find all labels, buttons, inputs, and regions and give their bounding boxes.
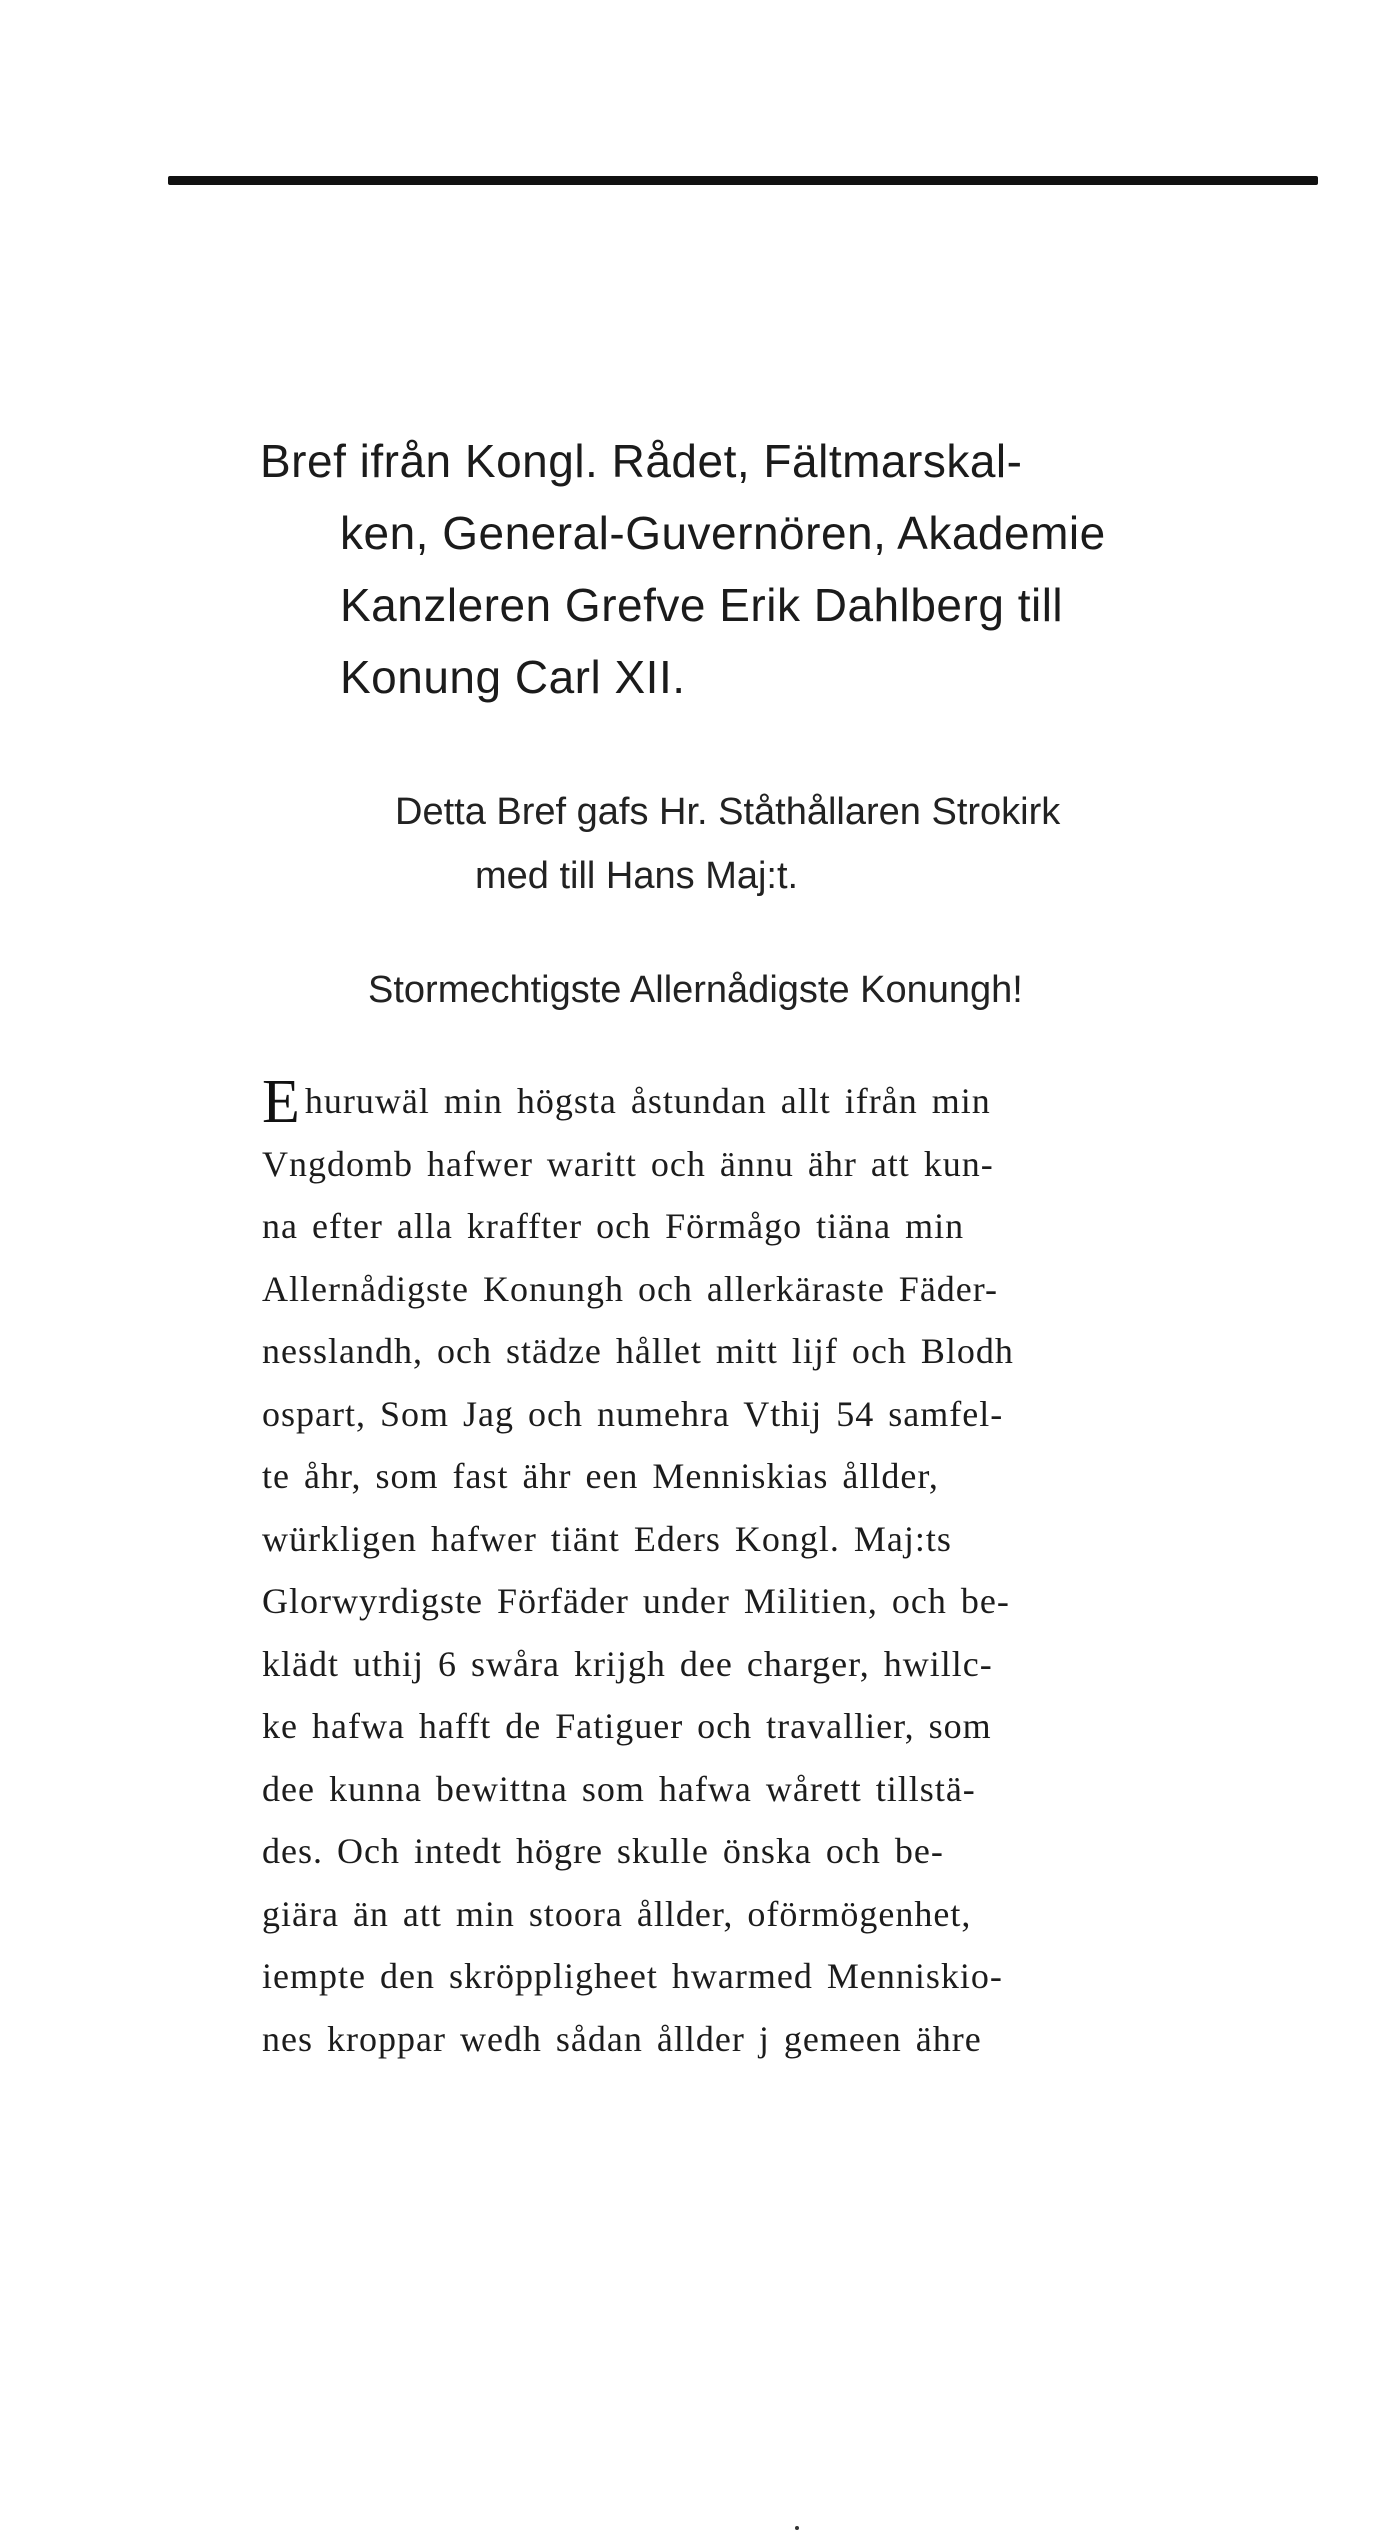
body-line: ospart, Som Jag och numehra Vthij 54 samfel- <box>262 1393 1004 1434</box>
letter-body <box>262 1067 1322 2070</box>
body-line: Allernådigste Konungh och allerkäraste Fäder- <box>262 1268 999 1309</box>
letter-title <box>260 425 1340 713</box>
body-line: na efter alla kraffter och Förmågo tiäna min <box>262 1206 965 1246</box>
title-line-4: Konung Carl XII. <box>340 651 686 703</box>
body-line: des. Och intedt högre skulle önska och be- <box>262 1831 944 1871</box>
body-line-1-text: huruwäl min högsta åstundan allt ifrån min <box>304 1081 991 1121</box>
body-line: Vngdomb hafwer waritt och ännu ähr att kun- <box>262 1143 994 1184</box>
body-line: nes kroppar wedh sådan ållder j gemeen ähre <box>262 2018 982 2059</box>
body-line: würkligen hafwer tiänt Eders Kongl. Maj:ts <box>262 1518 952 1559</box>
body-line: Glorwyrdigste Förfäder under Militien, och be- <box>262 1581 1010 1621</box>
body-line: dee kunna bewittna som hafwa wårett tillstä- <box>262 1768 976 1809</box>
drop-initial: E <box>262 1067 301 1136</box>
page-footer-mark <box>795 2526 799 2530</box>
note-line-2: med till Hans Maj:t. <box>475 855 799 897</box>
body-line: ke hafwa hafft de Fatiguer och travallier, som <box>262 1706 992 1746</box>
body-line-1 <box>262 1067 1322 1136</box>
salutation: Stormechtigste Allernådigste Konungh! <box>368 969 1023 1011</box>
top-rule-divider <box>168 176 1318 185</box>
body-line: klädt uthij 6 swåra krijgh dee charger, hwillc- <box>262 1643 993 1684</box>
title-line-3: Kanzleren Grefve Erik Dahlberg till <box>340 579 1064 631</box>
body-line: giära än att min stoora ållder, oförmögenhet, <box>262 1893 972 1934</box>
body-line: te åhr, som fast ähr een Menniskias ållder, <box>262 1456 939 1496</box>
body-line: iempte den skröppligheet hwarmed Menniskio- <box>262 1956 1003 1996</box>
delivery-note <box>395 780 1325 908</box>
body-line: nesslandh, och städze hållet mitt lijf och Blodh <box>262 1331 1014 1371</box>
title-line-1: Bref ifrån Kongl. Rådet, Fältmarskal- <box>260 435 1023 487</box>
note-line-1: Detta Bref gafs Hr. Ståthållaren Strokirk <box>395 791 1061 833</box>
title-line-2: ken, General-Guvernören, Akademie <box>340 507 1106 559</box>
